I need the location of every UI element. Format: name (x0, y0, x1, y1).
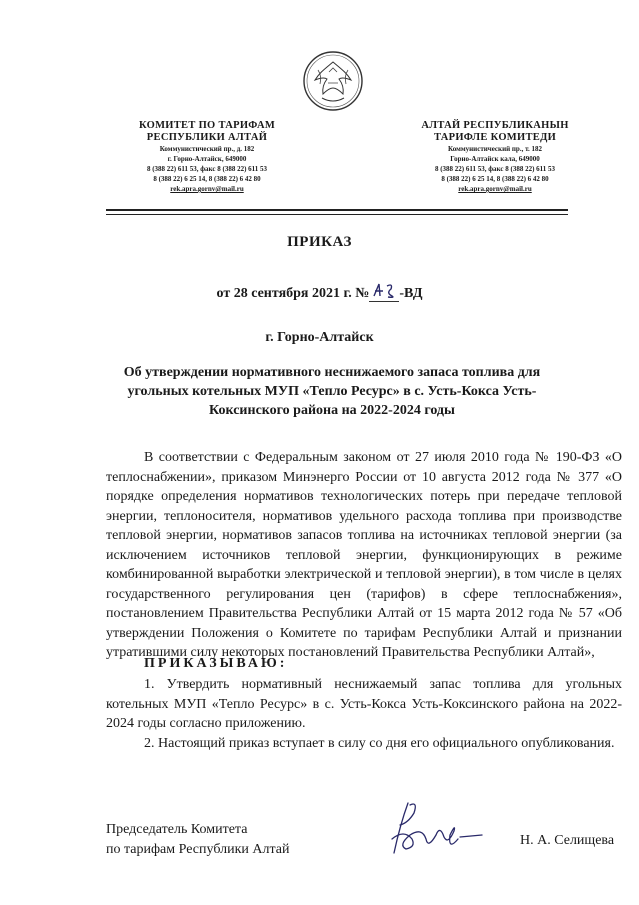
emblem-icon (302, 50, 364, 112)
preamble-text: В соответствии с Федеральным законом от 27 июля 2010 года № 190-ФЗ «О теплоснабжении», приказом Минэнерго России от 10 августа 2012 года № 377 «О порядке определения нормативов технологических потерь при передаче тепловой энергии, теплоносителя, нормативов удельного расхода топлива при производстве тепловой энергии, нормативов запасов топлива на источниках тепловой энергии (за исключением источников тепловой энергии, функционирующих в режиме комбинированной выработки электрической и тепловой энергии), в том числе в целях государственного регулирования цен (тарифов) в сфере теплоснабжения», постановлением Правительства Республики Алтай от 15 марта 2012 года № 57 «Об утверждении Положения о Комитете по тарифам Республики Алтай и признании утратившими силу некоторых постановлений Правительства Республики Алтай», (106, 450, 622, 660)
email-alt[interactable]: rek.apra.gornv@mail.ru (458, 185, 532, 193)
document-city: г. Горно-Алтайск (265, 330, 374, 345)
phones-alt-2: 8 (388 22) 6 25 14, 8 (388 22) 6 42 80 (441, 175, 549, 183)
decree-word: ПРИКАЗЫВАЮ: (144, 656, 288, 671)
header-right (380, 120, 610, 194)
signatory-name: Н. А. Селищева (520, 833, 615, 848)
preamble-block (106, 448, 622, 663)
city-ru: г. Горно-Алтайск, 649000 (167, 155, 247, 163)
org-name-alt-line2: ТАРИФЛЕ КОМИТЕДИ (433, 132, 557, 143)
order-item-1: 1. Утвердить нормативный неснижаемый запас топлива для угольных котельных МУП «Тепло Ресурс» в с. Усть-Кокса Усть-Коксинского района на 2022-2024 годы согласно приложению. (106, 677, 622, 731)
document-title: Об утверждении нормативного неснижаемого запаса топлива для угольных котельных МУП «Тепло Ресурс» в с. Усть-Кокса Усть-Коксинского района на 2022-2024 годы (123, 365, 541, 418)
order-date-number (0, 283, 639, 302)
city-alt: Горно-Алтайск кала, 649000 (450, 155, 540, 163)
signatory-position (106, 820, 289, 859)
org-name-ru-line2: РЕСПУБЛИКИ АЛТАЙ (146, 132, 268, 143)
handwritten-signature (370, 795, 520, 865)
phones-ru-2: 8 (388 22) 6 25 14, 8 (388 22) 6 42 80 (153, 175, 261, 183)
phones-alt-1: 8 (388 22) 611 53, факс 8 (388 22) 611 53 (434, 165, 556, 173)
org-name-alt-line1: АЛТАЙ РЕСПУБЛИКАНЫН (421, 120, 569, 131)
order-items (106, 675, 622, 753)
document-type: ПРИКАЗ (287, 234, 352, 250)
header-left (92, 120, 322, 194)
address-ru: Коммунистический пр., д. 182 (159, 145, 255, 153)
org-name-ru-line1: КОМИТЕТ ПО ТАРИФАМ (138, 120, 276, 131)
address-alt: Коммунистический пр., т. 182 (448, 145, 542, 153)
signatory-position-line1: Председатель Комитета (106, 822, 248, 837)
header-divider-thin (106, 214, 568, 215)
order-date: от 28 сентября 2021 г. № (216, 286, 370, 301)
order-item-2: 2. Настоящий приказ вступает в силу со дня его официального опубликования. (144, 735, 615, 751)
header-divider-thick (106, 209, 568, 211)
phones-ru-1: 8 (388 22) 611 53, факс 8 (388 22) 611 53 (146, 165, 268, 173)
signatory-position-line2: по тарифам Республики Алтай (106, 841, 290, 857)
order-suffix: -ВД (399, 286, 423, 301)
email-ru[interactable]: rek.apra.gornv@mail.ru (170, 185, 244, 193)
order-number-handwritten (369, 283, 399, 302)
